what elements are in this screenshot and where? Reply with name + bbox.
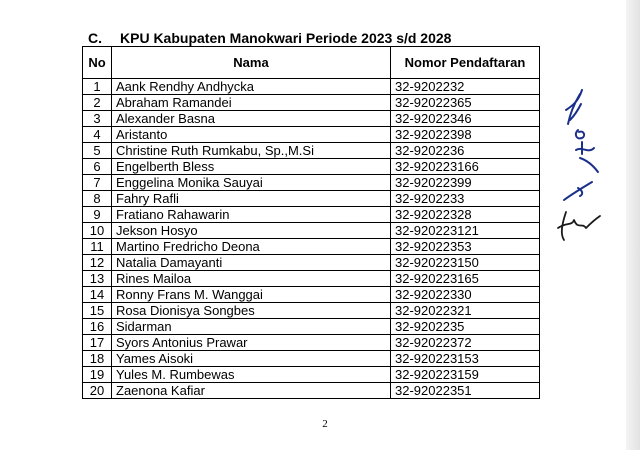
- row-name: Ronny Frans M. Wanggai: [112, 287, 391, 303]
- row-number: 18: [83, 351, 112, 367]
- table-row: [83, 223, 540, 239]
- handwritten-initials: [552, 80, 622, 250]
- table-row: [83, 111, 540, 127]
- row-name: Enggelina Monika Sauyai: [112, 175, 391, 191]
- row-registration-number: 32-9202232: [391, 79, 540, 95]
- table-row: [83, 191, 540, 207]
- table-row: [83, 319, 540, 335]
- row-number: 17: [83, 335, 112, 351]
- registration-table: [82, 46, 540, 399]
- row-registration-number: 32-9202236: [391, 143, 540, 159]
- table-row: [83, 351, 540, 367]
- row-name: Zaenona Kafiar: [112, 383, 391, 399]
- row-number: 9: [83, 207, 112, 223]
- row-name: Martino Fredricho Deona: [112, 239, 391, 255]
- row-registration-number: 32-920223153: [391, 351, 540, 367]
- table-body: [83, 79, 540, 399]
- row-name: Rines Mailoa: [112, 271, 391, 287]
- row-number: 2: [83, 95, 112, 111]
- initial-mark-3: [576, 142, 598, 172]
- row-name: Yames Aisoki: [112, 351, 391, 367]
- row-name: Abraham Ramandei: [112, 95, 391, 111]
- table-row: [83, 175, 540, 191]
- row-name: Rosa Dionisya Songbes: [112, 303, 391, 319]
- row-number: 5: [83, 143, 112, 159]
- table-row: [83, 287, 540, 303]
- row-registration-number: 32-920223150: [391, 255, 540, 271]
- row-number: 20: [83, 383, 112, 399]
- row-name: Alexander Basna: [112, 111, 391, 127]
- row-registration-number: 32-92022353: [391, 239, 540, 255]
- row-registration-number: 32-92022321: [391, 303, 540, 319]
- row-name: Jekson Hosyo: [112, 223, 391, 239]
- table-row: [83, 335, 540, 351]
- header-no: No: [83, 47, 112, 79]
- row-registration-number: 32-92022398: [391, 127, 540, 143]
- section-letter: C.: [88, 30, 102, 46]
- initial-mark-4: [564, 182, 592, 200]
- table-row: [83, 95, 540, 111]
- row-registration-number: 32-920223159: [391, 367, 540, 383]
- row-number: 19: [83, 367, 112, 383]
- row-number: 11: [83, 239, 112, 255]
- row-name: Natalia Damayanti: [112, 255, 391, 271]
- section-title: KPU Kabupaten Manokwari Periode 2023 s/d 2028: [120, 30, 452, 46]
- row-registration-number: 32-92022372: [391, 335, 540, 351]
- row-registration-number: 32-92022330: [391, 287, 540, 303]
- table-row: [83, 255, 540, 271]
- signature-mark: [558, 212, 600, 240]
- row-number: 4: [83, 127, 112, 143]
- row-number: 16: [83, 319, 112, 335]
- table-row: [83, 143, 540, 159]
- row-number: 6: [83, 159, 112, 175]
- table-row: [83, 367, 540, 383]
- initial-mark-2: [576, 130, 584, 138]
- row-number: 8: [83, 191, 112, 207]
- row-registration-number: 32-92022328: [391, 207, 540, 223]
- row-number: 10: [83, 223, 112, 239]
- row-name: Syors Antonius Prawar: [112, 335, 391, 351]
- row-number: 1: [83, 79, 112, 95]
- row-registration-number: 32-92022351: [391, 383, 540, 399]
- initial-mark-1: [566, 90, 582, 124]
- row-registration-number: 32-920223166: [391, 159, 540, 175]
- section-heading: [88, 30, 451, 46]
- table-row: [83, 271, 540, 287]
- row-name: Fahry Rafli: [112, 191, 391, 207]
- table-row: [83, 303, 540, 319]
- row-name: Fratiano Rahawarin: [112, 207, 391, 223]
- row-registration-number: 32-9202235: [391, 319, 540, 335]
- row-number: 3: [83, 111, 112, 127]
- row-number: 7: [83, 175, 112, 191]
- row-name: Engelberth Bless: [112, 159, 391, 175]
- row-registration-number: 32-920223165: [391, 271, 540, 287]
- table-row: [83, 383, 540, 399]
- row-registration-number: 32-920223121: [391, 223, 540, 239]
- row-registration-number: 32-92022365: [391, 95, 540, 111]
- row-name: Aristanto: [112, 127, 391, 143]
- table-row: [83, 79, 540, 95]
- row-name: Christine Ruth Rumkabu, Sp.,M.Si: [112, 143, 391, 159]
- row-name: Sidarman: [112, 319, 391, 335]
- row-number: 14: [83, 287, 112, 303]
- row-number: 15: [83, 303, 112, 319]
- row-name: Aank Rendhy Andhycka: [112, 79, 391, 95]
- row-registration-number: 32-92022346: [391, 111, 540, 127]
- row-number: 12: [83, 255, 112, 271]
- table-row: [83, 127, 540, 143]
- header-nomor: Nomor Pendaftaran: [391, 47, 540, 79]
- page-edge-shadow: [626, 0, 640, 450]
- table-header-row: [83, 47, 540, 79]
- row-registration-number: 32-92022399: [391, 175, 540, 191]
- table-row: [83, 207, 540, 223]
- row-number: 13: [83, 271, 112, 287]
- table-row: [83, 239, 540, 255]
- table-row: [83, 159, 540, 175]
- row-name: Yules M. Rumbewas: [112, 367, 391, 383]
- page-number: 2: [322, 418, 328, 430]
- header-nama: Nama: [112, 47, 391, 79]
- row-registration-number: 32-9202233: [391, 191, 540, 207]
